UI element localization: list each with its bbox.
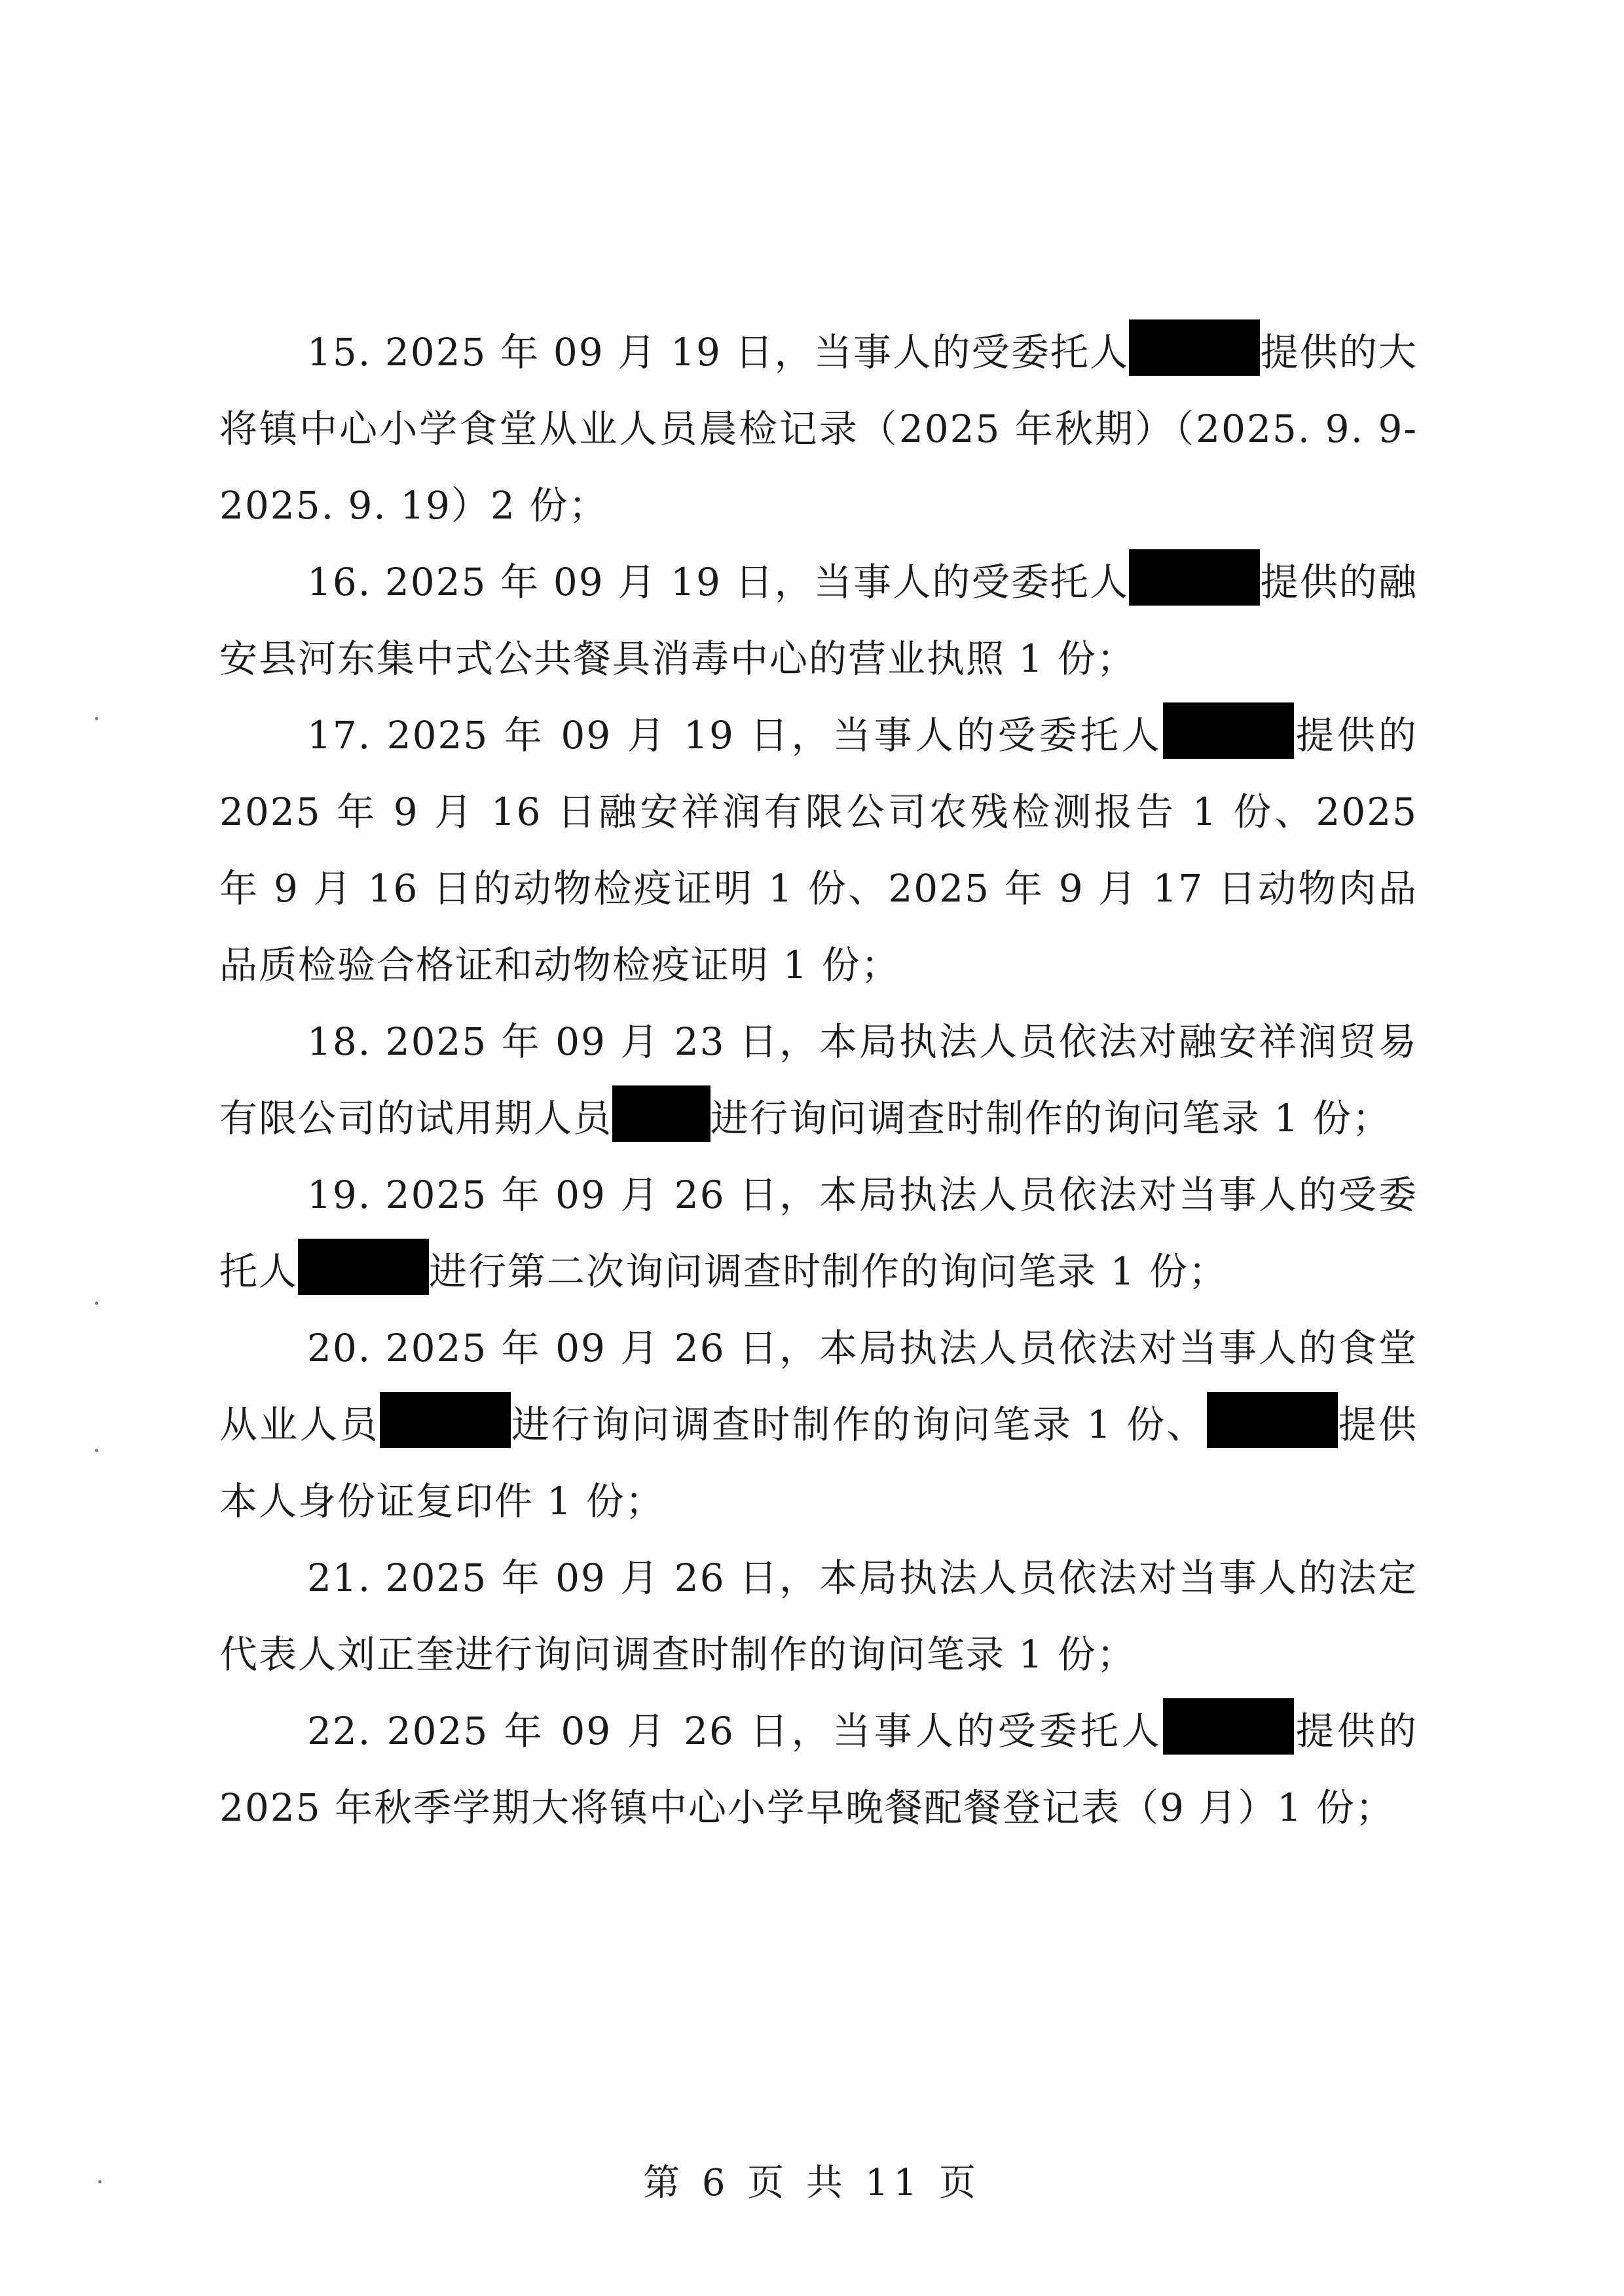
scan-speck bbox=[95, 717, 98, 720]
redaction-block bbox=[1207, 1392, 1338, 1448]
item-text: 22. 2025 年 09 月 26 日，当事人的受委托人 bbox=[307, 1709, 1163, 1753]
list-item bbox=[219, 314, 1418, 544]
redaction-block bbox=[1163, 1698, 1294, 1755]
item-text: 20. 2025 年 09 月 26 日，本局执法人员依法对当事人的食堂从业人员 bbox=[219, 1326, 1418, 1447]
item-text: 18. 2025 年 09 月 23 日，本局执法人员依法对融安祥润贸易有限公司的试用期人员 bbox=[219, 1019, 1418, 1140]
item-text: 提供的 2025 年 9 月 16 日融安祥润有限公司农残检测报告 1 份、2025 年 9 月 16 日的动物检疫证明 1 份、2025 年 9 月 17 日动物肉品品质检验合格证和动物检疫证明 1 份； bbox=[219, 713, 1418, 987]
item-text: 进行询问调查时制作的询问笔录 1 份； bbox=[710, 1096, 1392, 1140]
item-text: 提供的大将镇中心小学食堂从业人员晨检记录（2025 年秋期）（2025. 9. 9-2025. 9. 19）2 份； bbox=[219, 330, 1418, 528]
item-text: 进行询问调查时制作的询问笔录 1 份、 bbox=[510, 1402, 1207, 1447]
item-text: 17. 2025 年 09 月 19 日，当事人的受委托人 bbox=[307, 713, 1163, 757]
redaction-block bbox=[1129, 319, 1260, 376]
page-number: 第 6 页 共 11 页 bbox=[643, 2162, 981, 2204]
item-text: 19. 2025 年 09 月 26 日，本局执法人员依法对当事人的受委托人 bbox=[219, 1173, 1418, 1294]
evidence-list bbox=[219, 314, 1418, 1846]
item-text: 提供本人身份证复印件 1 份； bbox=[219, 1402, 1418, 1523]
item-text: 15. 2025 年 09 月 19 日，当事人的受委托人 bbox=[307, 330, 1130, 374]
item-text: 21. 2025 年 09 月 26 日，本局执法人员依法对当事人的法定代表人刘正奎进行询问调查时制作的询问笔录 1 份； bbox=[219, 1556, 1418, 1677]
list-item bbox=[219, 1693, 1418, 1846]
item-text: 提供的 2025 年秋季学期大将镇中心小学早晚餐配餐登记表（9 月）1 份； bbox=[219, 1709, 1418, 1830]
redaction-block bbox=[612, 1085, 710, 1142]
redaction-block bbox=[1163, 702, 1294, 759]
list-item bbox=[219, 544, 1418, 697]
item-text: 16. 2025 年 09 月 19 日，当事人的受委托人 bbox=[307, 560, 1130, 604]
list-item bbox=[219, 1157, 1418, 1310]
item-text: 提供的融安县河东集中式公共餐具消毒中心的营业执照 1 份； bbox=[219, 560, 1418, 681]
scan-speck bbox=[95, 1302, 98, 1305]
list-item bbox=[219, 1310, 1418, 1540]
list-item bbox=[219, 1540, 1418, 1693]
scan-speck bbox=[95, 1449, 98, 1452]
redaction-block bbox=[1129, 549, 1260, 606]
redaction-block bbox=[380, 1392, 511, 1448]
list-item bbox=[219, 1004, 1418, 1157]
list-item bbox=[219, 697, 1418, 1004]
redaction-block bbox=[298, 1239, 429, 1295]
item-text: 进行第二次询问调查时制作的询问笔录 1 份； bbox=[429, 1249, 1228, 1294]
